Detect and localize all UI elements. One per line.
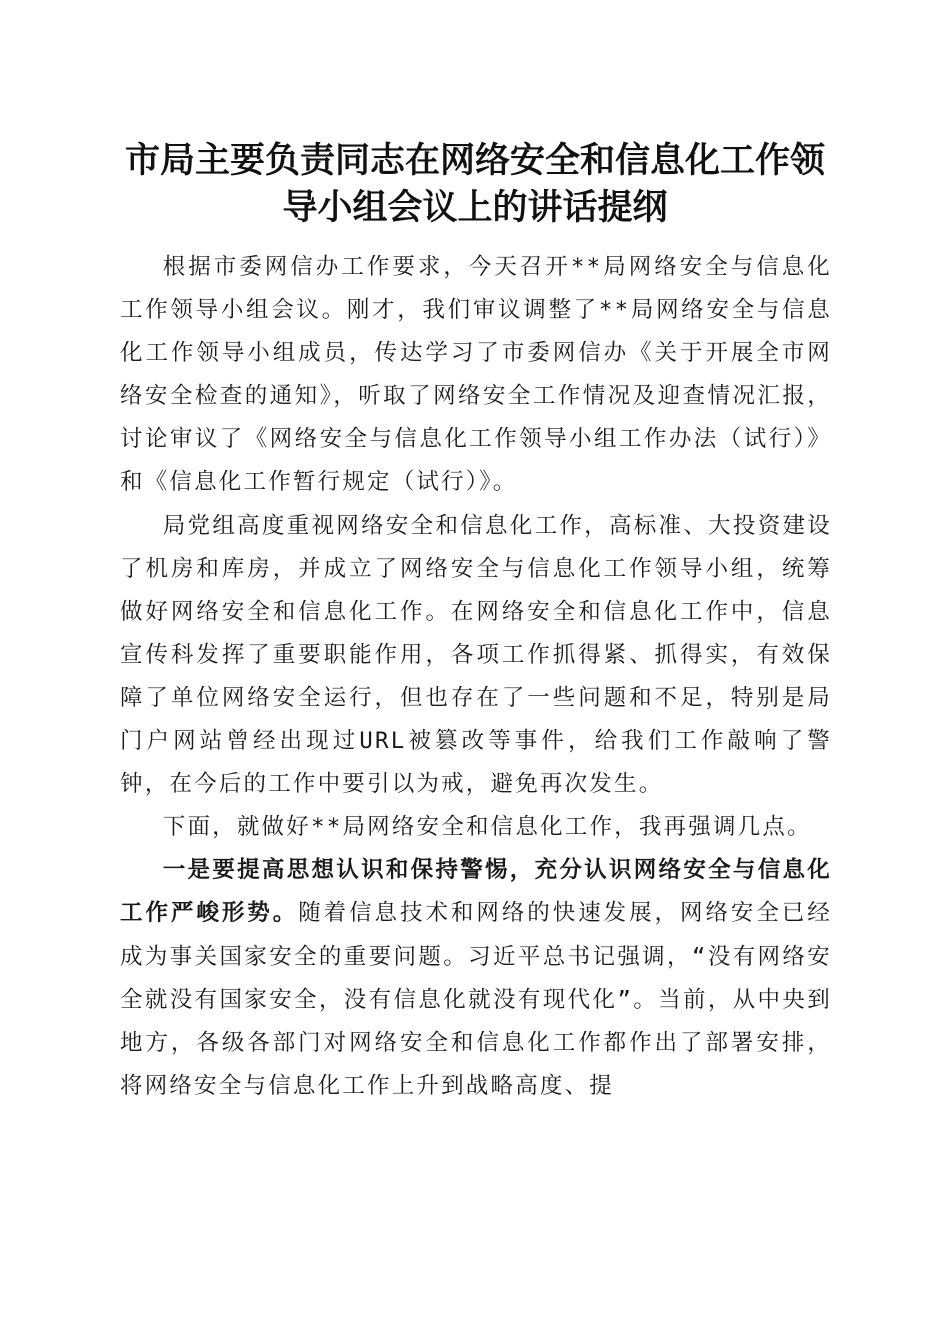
point-one-heading: 一是要提高思想认识和保持警惕，充分认识网络安全与信息化工作严峻形势。 (120, 857, 832, 927)
document-title-line-2: 导小组会议上的讲话提纲 (282, 187, 668, 228)
point-one-body: 随着信息技术和网络的快速发展，网络安全已经成为事关国家安全的重要问题。习近平总书记强调，“没有网络安全就没有国家安全，没有信息化就没有现代化”。当前，从中央到地方，各级各部门对网络安全和信息化工作都作出了部署安排，将网络安全与信息化工作上升到战略高度、提 (120, 900, 832, 1099)
paragraph-opening: 根据市委网信办工作要求，今天召开**局网络安全与信息化工作领导小组会议。刚才，我们审议调整了**局网络安全与信息化工作领导小组成员，传达学习了市委网信办《关于开展全市网络安全检查的通知》，听取了网络安全工作情况及迎查情况汇报，讨论审议了《网络安全与信息化工作领导小组工作办法（试行）》和《信息化工作暂行规定（试行）》。 (120, 254, 832, 496)
document-body (120, 246, 832, 1108)
paragraph-point-one (120, 849, 832, 1108)
document-title-line-1: 市局主要负责同志在网络安全和信息化工作领 (124, 140, 825, 181)
paragraph-background: 局党组高度重视网络安全和信息化工作，高标准、大投资建设了机房和库房，并成立了网络安全与信息化工作领导小组，统筹做好网络安全和信息化工作。在网络安全和信息化工作中，信息宣传科发挥了重要职能作用，各项工作抓得紧、抓得实，有效保障了单位网络安全运行，但也存在了一些问题和不足，特别是局门户网站曾经出现过URL被篡改等事件，给我们工作敲响了警钟，在今后的工作中要引以为戒，避免再次发生。 (120, 512, 832, 798)
paragraph-transition: 下面，就做好**局网络安全和信息化工作，我再强调几点。 (162, 814, 812, 841)
